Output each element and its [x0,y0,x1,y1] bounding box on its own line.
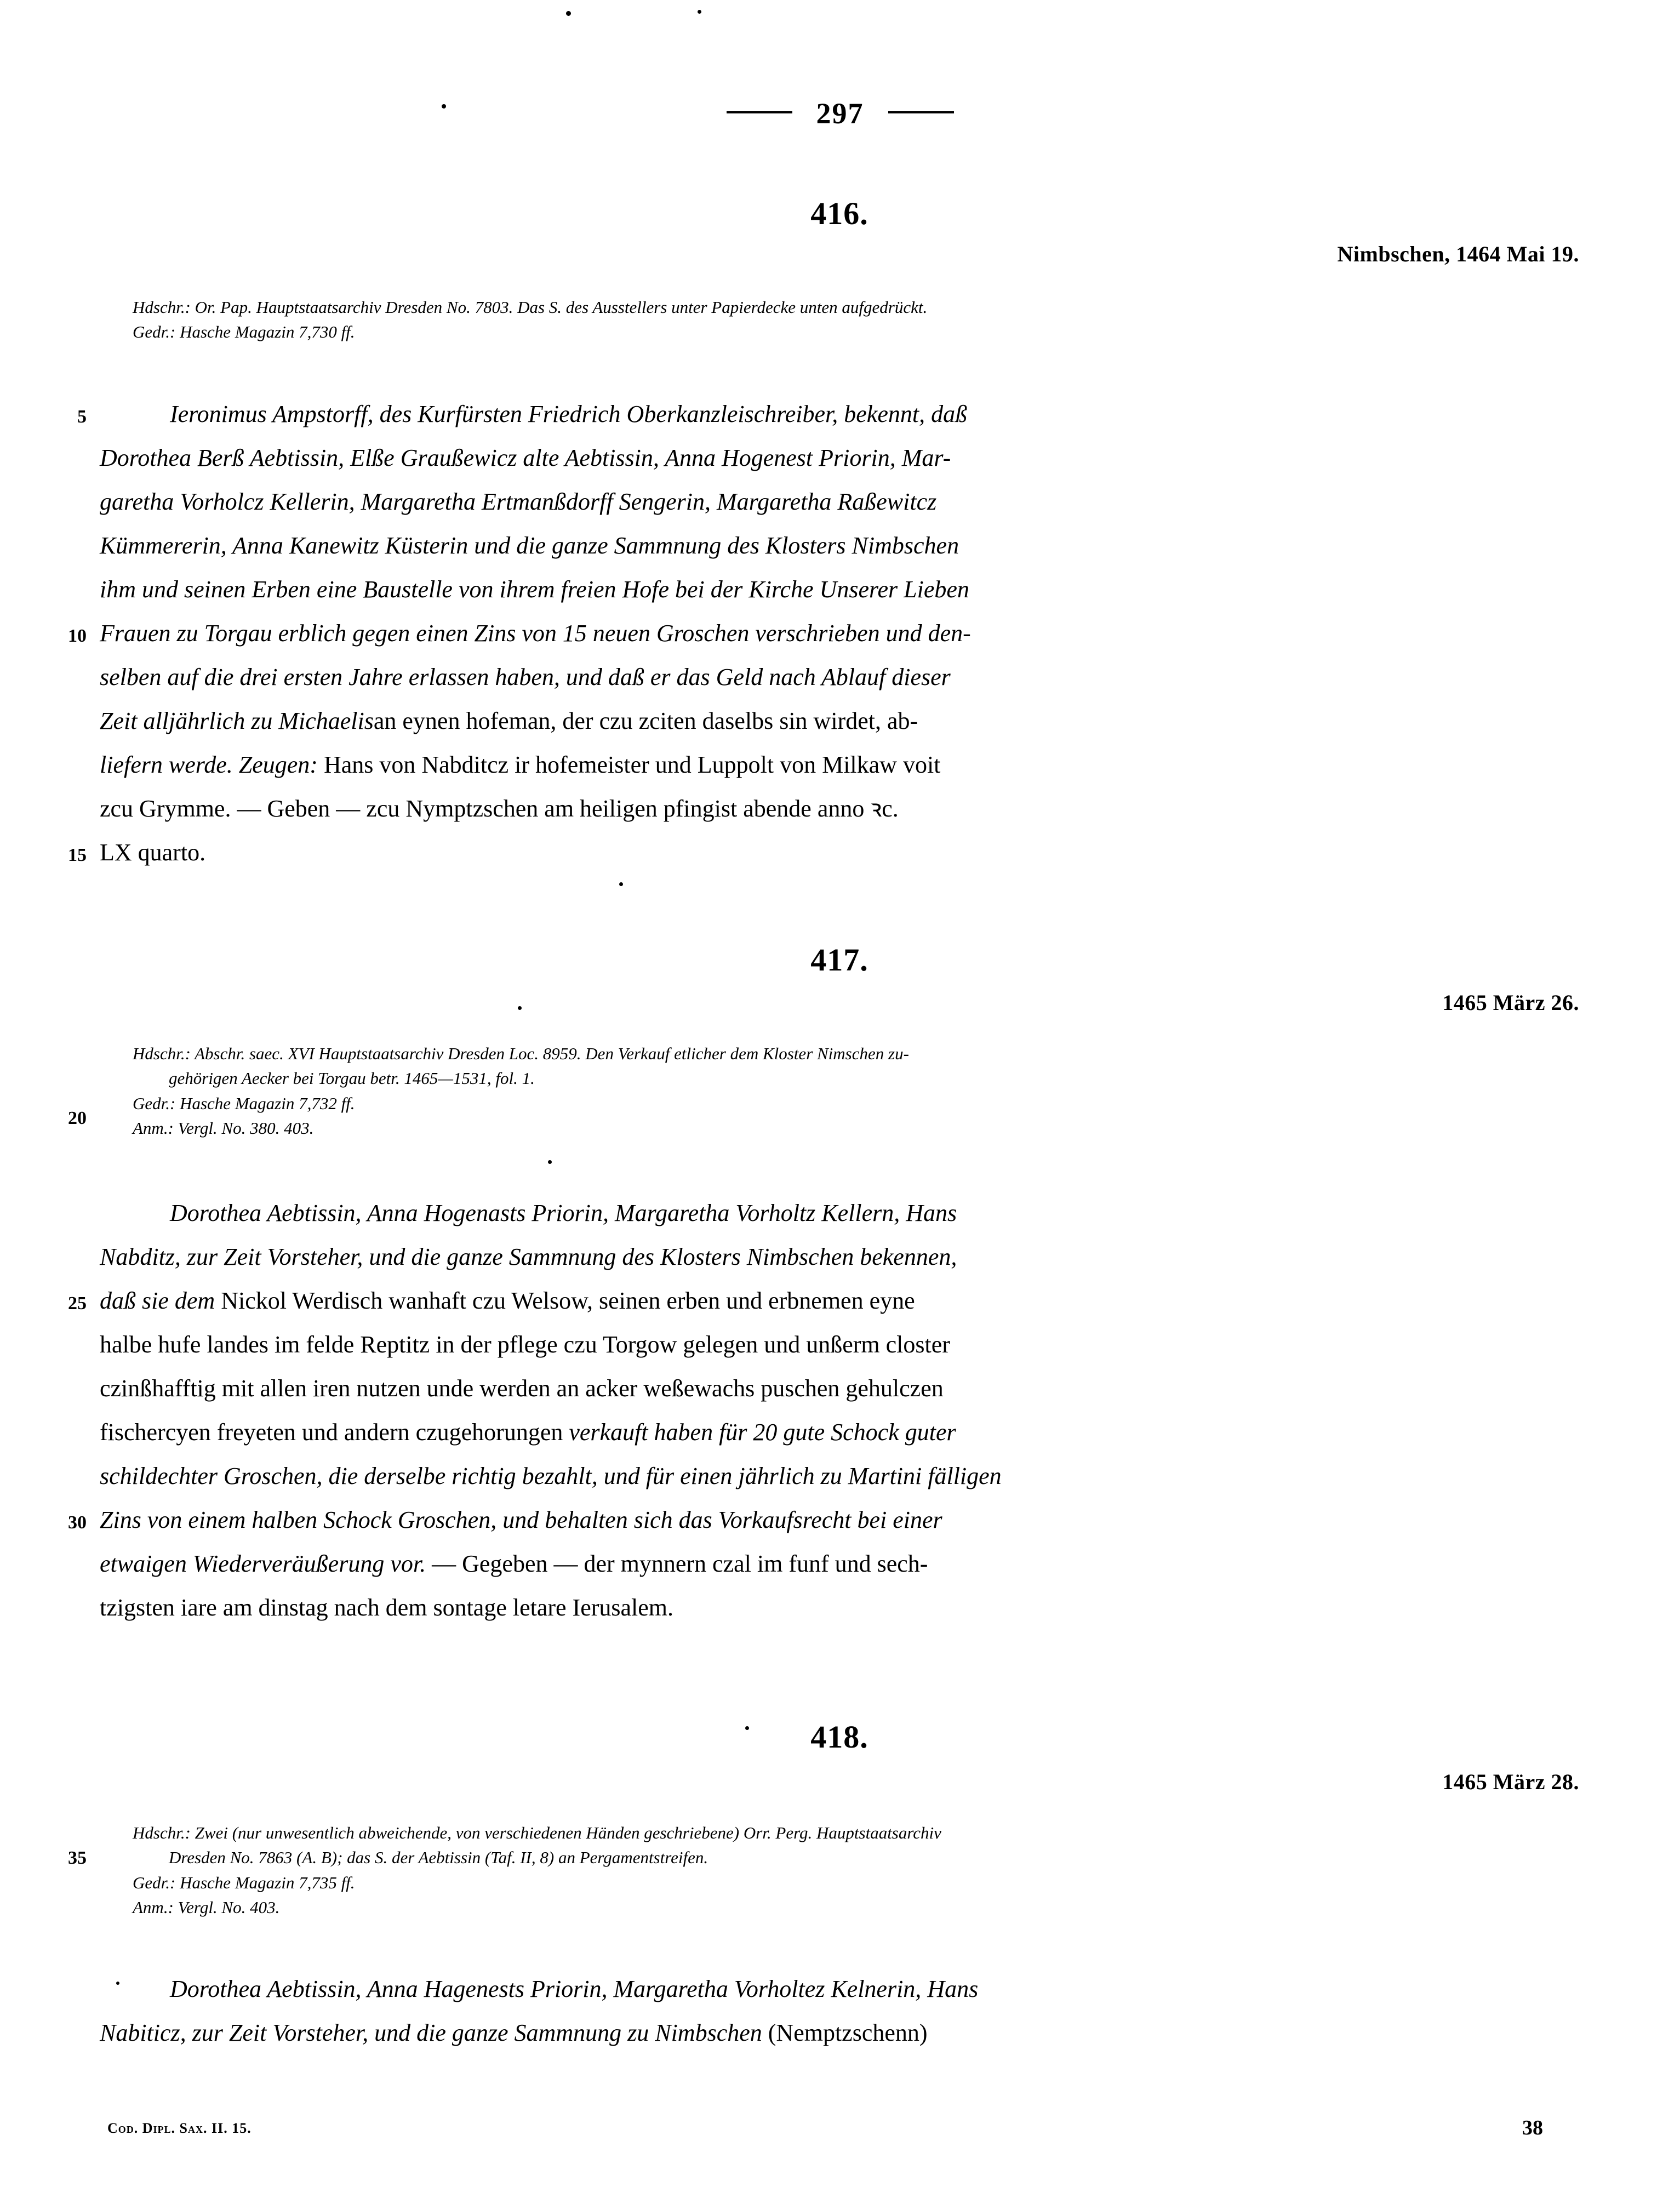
body-line-text: verkauft haben für 20 gute Schock guter [569,1419,956,1446]
body-line-text: Dorothea Aebtissin, Anna Hagenests Priorin, Margaretha Vorholtez Kelnerin, Hans [170,1976,979,2002]
body-line-text-roman: quarto. [132,839,206,866]
body-line [100,2011,1579,2055]
body-line-text-roman: tzigsten iare am dinstag nach dem sontage letare Ierusalem. [100,1594,674,1621]
body-line-text: schildechter Groschen, die derselbe richtig bezahlt, und für einen jährlich zu Martini fälligen [100,1463,1002,1489]
body-line [100,1323,1579,1367]
body-line-text-roman: an eynen hofeman, der czu zciten daselbs sin wirdet, ab- [373,707,918,734]
body-line [100,436,1579,480]
body-line [100,1454,1579,1498]
body-line [100,699,1579,743]
body-line [100,1191,1579,1235]
body-line-text-roman: Hans von Nabditcz ir hofemeister und Luppolt von Milkaw voit [317,751,941,778]
body-line-text: Dorothea Aebtissin, Anna Hogenasts Priorin, Margaretha Vorholtz Kellern, Hans [170,1200,957,1226]
section-number-416: 416. [810,196,868,231]
head-rule-left [727,111,792,113]
body-line-text: Kümmererin, Anna Kanewitz Küsterin und die ganze Sammnung des Klosters Nimbschen [100,532,959,559]
line-number-30: 30 [68,1512,87,1533]
source-notes-417 [100,1041,1612,1140]
running-head [0,96,1680,130]
body-line [100,1411,1579,1454]
page-number: 297 [816,97,864,130]
body-line-text: etwaigen Wiederveräußerung vor. [100,1550,426,1577]
line-number-5: 5 [77,407,87,427]
scan-speckle [566,11,571,16]
dateline-418: 1465 März 28. [1442,1769,1579,1794]
body-line [100,831,1579,875]
body-line-smallcaps: LX [100,839,132,866]
note-line: Gedr.: Hasche Magazin 7,732 ff. [133,1093,355,1113]
body-line [100,1367,1579,1411]
note-line: Gedr.: Hasche Magazin 7,735 ff. [133,1872,355,1892]
body-line-text: selben auf die drei ersten Jahre erlassen haben, und daß er das Geld nach Ablauf dieser [100,664,951,690]
body-line [100,392,1579,436]
body-line [100,1279,1579,1323]
body-line-text-roman: czinßhafftig mit allen iren nutzen unde werden an acker weßewachs puschen gehulczen [100,1375,944,1402]
body-line [100,787,1579,831]
scan-speckle [698,10,701,14]
line-number-15: 15 [68,845,87,865]
body-line-text: ihm und seinen Erben eine Baustelle von ihrem freien Hofe bei der Kirche Unserer Lieben [100,576,969,603]
body-line [100,1542,1579,1586]
body-line [100,568,1579,612]
body-line-text: Zeit alljährlich zu Michaelis [100,707,374,734]
scan-speckle [548,1160,552,1164]
body-text-417 [100,1191,1579,1630]
note-line: Hdschr.: Zwei (nur unwesentlich abweichende, von verschiedenen Händen geschriebene) Orr. Perg. Hauptstaatsarchiv [133,1823,941,1842]
line-number-25: 25 [68,1293,87,1314]
note-line: Anm.: Vergl. No. 380. 403. [133,1118,314,1138]
body-line-text-roman: halbe hufe landes im felde Reptitz in der pflege czu Torgow gelegen und unßerm closter [100,1331,950,1358]
body-line-text-roman: Nickol Werdisch wanhaft czu Welsow, seinen erben und erbnemen eyne [215,1287,915,1314]
body-text-418 [100,1967,1579,2055]
body-line [100,743,1579,787]
body-line-text-roman: (Nemptzschenn) [762,2019,928,2046]
body-line [100,612,1579,655]
body-line-text: Ieronimus Ampstorff, des Kurfürsten Friedrich Oberkanzleischreiber, bekennt, daß [170,401,968,427]
note-line: Hdschr.: Abschr. saec. XVI Hauptstaatsarchiv Dresden Loc. 8959. Den Verkauf etlicher dem Kloster Nimschen zu- [133,1044,909,1063]
footer-signature-mark: 38 [1522,2116,1543,2139]
body-line-text-roman: fischercyen freyeten und andern czugehorungen [100,1419,569,1446]
footer-series-title: Cod. Dipl. Sax. II. 15. [107,2120,252,2136]
body-line-text: daß sie dem [100,1287,215,1314]
body-line-text: Dorothea Berß Aebtissin, Elße Graußewicz alte Aebtissin, Anna Hogenest Priorin, Mar- [100,444,951,471]
section-number-418: 418. [810,1719,868,1755]
body-line-text-roman: — Gegeben — der mynnern czal im funf und sech- [426,1550,928,1577]
section-number-417: 417. [810,942,868,978]
line-number-35: 35 [68,1848,87,1868]
body-line-text: Zins von einem halben Schock Groschen, und behalten sich das Vorkaufsrecht bei einer [100,1506,942,1533]
body-line [100,1967,1579,2011]
body-line [100,1586,1579,1630]
body-line [100,655,1579,699]
body-line [100,1235,1579,1279]
body-text-416 [100,392,1579,875]
body-line-text: Nabiticz, zur Zeit Vorsteher, und die ganze Sammnung zu Nimbschen [100,2019,762,2046]
body-line-text: garetha Vorholcz Kellerin, Margaretha Ertmanßdorff Sengerin, Margaretha Raßewitcz [100,488,937,515]
body-line [100,524,1579,568]
head-rule-right [888,111,954,113]
note-line: gehörigen Aecker bei Torgau betr. 1465—1531, fol. 1. [169,1069,535,1088]
line-number-10: 10 [68,626,87,646]
note-line: Anm.: Vergl. No. 403. [133,1897,280,1917]
body-line-text: Nabditz, zur Zeit Vorsteher, und die ganze Sammnung des Klosters Nimbschen bekennen, [100,1243,957,1270]
source-notes-416 [100,295,1612,345]
dateline-417: 1465 März 26. [1442,990,1579,1015]
note-line: Dresden No. 7863 (A. B); das S. der Aebtissin (Taf. II, 8) an Pergamentstreifen. [169,1848,708,1868]
body-line [100,1498,1579,1542]
dateline-416: Nimbschen, 1464 Mai 19. [1337,242,1579,266]
scan-speckle [619,882,623,886]
body-line-text: Frauen zu Torgau erblich gegen einen Zins von 15 neuen Groschen verschrieben und den- [100,620,971,647]
line-number-20: 20 [68,1108,87,1128]
note-line: Gedr.: Hasche Magazin 7,730 ff. [133,322,355,342]
body-line-text-roman: zcu Grymme. — Geben — zcu Nymptzschen am heiligen pfingist abende anno ꝛc. [100,795,899,822]
note-line: Hdschr.: Or. Pap. Hauptstaatsarchiv Dresden No. 7803. Das S. des Ausstellers unter Papierdecke unten aufgedrückt. [133,298,928,317]
body-line-text: liefern werde. Zeugen: [100,751,318,778]
body-line [100,480,1579,524]
source-notes-418 [100,1820,1612,1920]
